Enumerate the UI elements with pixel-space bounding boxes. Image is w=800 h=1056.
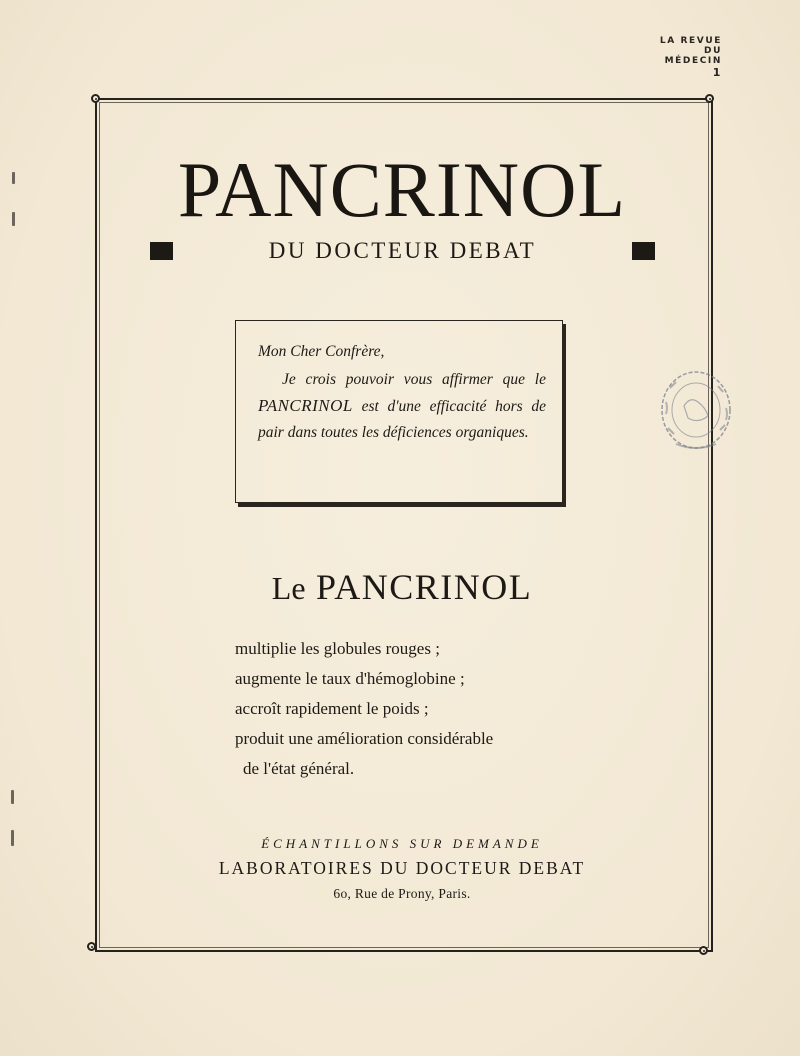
- corner-ornament-bottom-right: [699, 946, 708, 955]
- binding-mark: [12, 172, 15, 184]
- testimonial-letter: [235, 320, 563, 503]
- square-ornament-left: [150, 242, 173, 260]
- effects-list: [235, 634, 595, 784]
- binding-mark: [12, 212, 15, 226]
- effect-item: accroît rapidement le poids ;: [235, 699, 429, 718]
- corner-ornament-bottom-left: [87, 942, 96, 951]
- journal-name-line1: LA REVUE: [659, 36, 722, 46]
- binding-mark: [11, 790, 14, 804]
- letter-product-name: PANCRINOL: [258, 396, 353, 415]
- journal-name-line3: MÉDECIN: [664, 56, 722, 66]
- product-subtitle: DU DOCTEUR DEBAT: [268, 238, 537, 263]
- effect-item: multiplie les globules rouges ;: [235, 639, 440, 658]
- samples-notice: ÉCHANTILLONS SUR DEMANDE: [261, 836, 543, 851]
- square-ornament-right: [632, 242, 655, 260]
- effect-item: produit une amélioration considérable: [235, 729, 494, 748]
- section-article: Le: [271, 570, 306, 606]
- letter-salutation: Mon Cher Confrère,: [258, 343, 385, 360]
- journal-name-line2: DU: [704, 46, 722, 56]
- effect-item: de l'état général.: [243, 759, 355, 778]
- letter-body: [258, 367, 546, 446]
- product-title: PANCRINOL: [177, 146, 627, 233]
- section-heading: [100, 566, 704, 609]
- laboratory-address: 6o, Rue de Prony, Paris.: [333, 886, 471, 901]
- laboratory-name: LABORATOIRES DU DOCTEUR DEBAT: [218, 858, 586, 878]
- library-stamp-icon: [658, 368, 734, 458]
- corner-ornament-top-right: [705, 94, 714, 103]
- letter-body-end: est d'une efficacité hors de pair dans toutes les déficiences organiques.: [258, 398, 546, 441]
- binding-mark: [11, 830, 14, 846]
- effect-item: augmente le taux d'hémoglobine ;: [235, 669, 465, 688]
- section-product-name: PANCRINOL: [316, 567, 533, 607]
- letter-body-start: Je crois pouvoir vous affirmer que le: [282, 371, 546, 388]
- corner-ornament-top-left: [91, 94, 100, 103]
- subtitle-row: [150, 237, 655, 265]
- page-number: 1: [712, 66, 722, 79]
- journal-header: [632, 36, 722, 78]
